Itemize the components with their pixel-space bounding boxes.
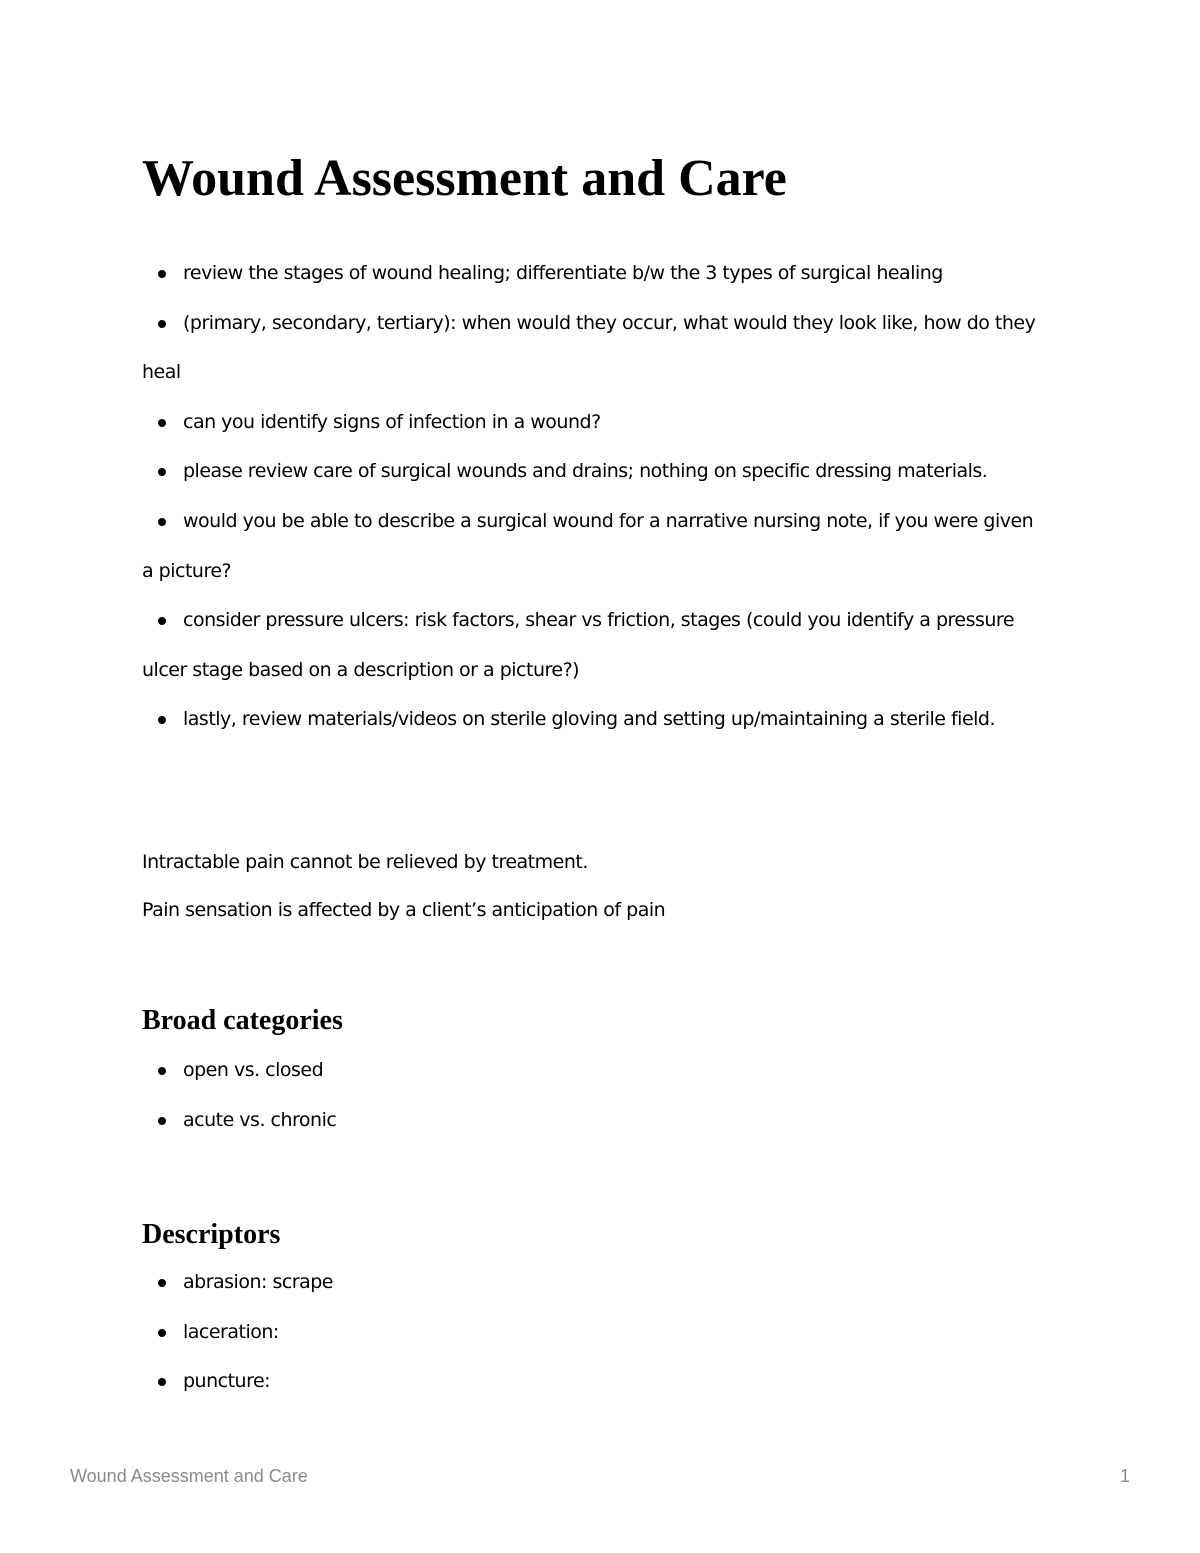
list-item <box>142 1258 1042 1308</box>
document-title: Wound Assessment and Care <box>142 150 787 207</box>
list-item-text: puncture: <box>183 1370 271 1393</box>
broad-categories-heading: Broad categories <box>142 1005 343 1036</box>
bullet-icon <box>158 1329 166 1337</box>
list-item <box>142 497 1042 596</box>
list-item-text: lastly, review materials/videos on sterile gloving and setting up/maintaining a sterile field. <box>183 708 996 731</box>
list-item <box>142 1096 1042 1146</box>
pain-sensation-paragraph: Pain sensation is affected by a client’s anticipation of pain <box>142 899 666 921</box>
list-item-text: would you be able to describe a surgical wound for a narrative nursing note, if you were given a picture? <box>142 509 1034 582</box>
list-item <box>142 299 1042 398</box>
list-item-text: review the stages of wound healing; differentiate b/w the 3 types of surgical healing <box>183 262 943 284</box>
bullet-icon <box>158 1067 166 1075</box>
list-item-text: open vs. closed <box>183 1059 324 1081</box>
footer-title: Wound Assessment and Care <box>70 1466 308 1486</box>
list-item-text: consider pressure ulcers: risk factors, shear vs friction, stages (could you identify a pressure ulcer stage based on a description or a picture?) <box>142 609 1015 681</box>
list-item-text: abrasion: scrape <box>183 1271 333 1293</box>
list-item-text: laceration: <box>183 1320 279 1343</box>
bullet-icon <box>158 270 166 278</box>
descriptors-heading: Descriptors <box>142 1219 281 1250</box>
bullet-icon <box>158 419 166 427</box>
list-item-text: can you identify signs of infection in a wound? <box>183 410 601 433</box>
list-item <box>142 398 1042 448</box>
bullet-icon <box>158 320 166 328</box>
list-item <box>142 249 1042 299</box>
review-bullet-list <box>142 249 1042 745</box>
descriptors-list <box>142 1258 1042 1407</box>
list-item <box>142 596 1042 695</box>
bullet-icon <box>158 1378 166 1386</box>
bullet-icon <box>158 617 166 625</box>
bullet-icon <box>158 1279 166 1287</box>
intractable-pain-paragraph: Intractable pain cannot be relieved by treatment. <box>142 851 588 873</box>
list-item <box>142 447 1042 497</box>
list-item <box>142 1357 1042 1407</box>
list-item <box>142 695 1042 745</box>
bullet-icon <box>158 1117 166 1125</box>
list-item <box>142 1046 1042 1096</box>
bullet-icon <box>158 716 166 724</box>
list-item-text: please review care of surgical wounds and drains; nothing on specific dressing materials. <box>183 460 988 483</box>
broad-categories-list <box>142 1046 1042 1145</box>
list-item-text: (primary, secondary, tertiary): when would they occur, what would they look like, how do they heal <box>142 311 1036 384</box>
page-number: 1 <box>1119 1466 1130 1486</box>
list-item <box>142 1308 1042 1358</box>
bullet-icon <box>158 518 166 526</box>
list-item-text: acute vs. chronic <box>183 1108 337 1131</box>
bullet-icon <box>158 468 166 476</box>
